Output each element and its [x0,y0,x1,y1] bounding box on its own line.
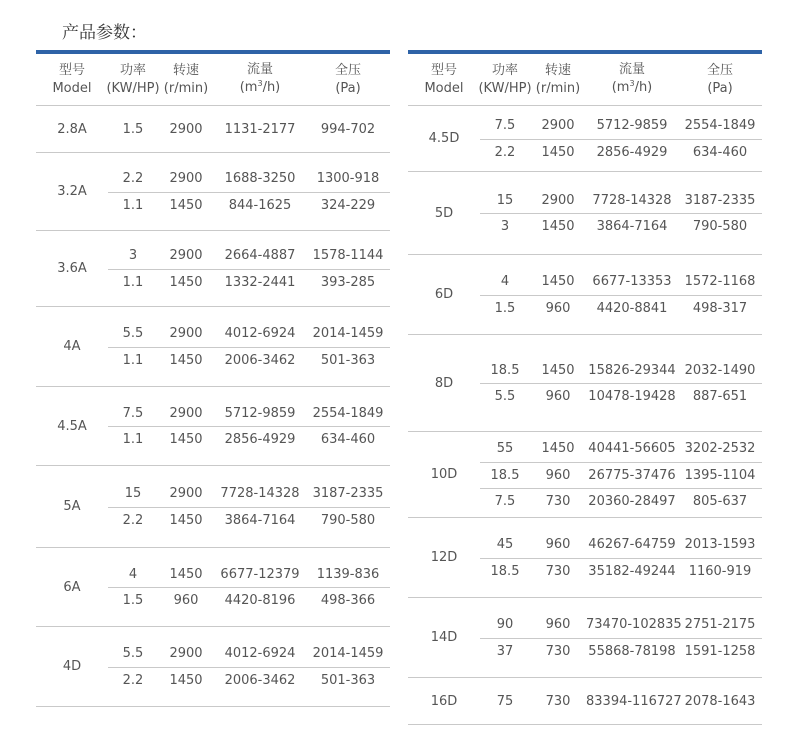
group-rows [480,678,762,724]
flow-cell: 73470-102835 [586,617,682,632]
pressure-cell: 324-229 [320,197,376,213]
speed-cell: 2900 [169,405,203,421]
table-row [480,113,762,139]
header-pressure: 全压 (Pa) [706,62,733,96]
table-row [480,488,762,514]
table-row [480,688,762,714]
power-cell: 1.1 [122,352,144,368]
power-cell: 7.5 [122,405,144,421]
pressure-cell: 2751-2175 [684,617,756,632]
power-cell: 18.5 [490,467,520,483]
speed-cell: 1450 [169,352,203,368]
header-model: 型号 Model [424,62,464,96]
model-cell: 2.8A [57,121,87,137]
pressure-cell: 887-651 [692,389,748,404]
flow-cell: 35182-49244 [588,563,676,579]
header-power: 功率 (KW/HP) [478,62,532,96]
speed-cell: 2900 [169,486,203,501]
group-rows [480,255,762,334]
model-group [408,106,762,172]
model-cell: 4A [63,339,81,354]
flow-cell: 55868-78198 [588,643,676,659]
table-row [480,383,762,409]
header-speed: 转速 (r/min) [535,62,581,96]
power-cell: 2.2 [122,171,144,186]
flow-cell: 2664-4887 [224,248,296,263]
group-rows [108,627,390,706]
speed-cell: 1450 [169,672,203,688]
header-flow: 流量 $(m^3/h)$ [611,62,653,95]
model-group [36,627,390,707]
power-cell: 15 [124,486,142,501]
model-cell: 8D [434,375,454,391]
flow-cell: 2006-3462 [224,352,296,368]
group-rows [108,548,390,626]
group-rows [480,172,762,254]
group-rows [480,106,762,171]
table-row [480,295,762,321]
pressure-cell: 1591-1258 [684,643,756,659]
model-group [36,231,390,307]
power-cell: 2.2 [122,672,144,688]
group-rows [108,307,390,386]
speed-cell: 1450 [541,219,575,234]
table-row [108,166,390,192]
header-speed: 转速 (r/min) [163,62,209,96]
power-cell: 3 [128,248,138,263]
model-cell: 14D [430,630,458,645]
model-cell: 5D [434,205,454,221]
speed-cell: 1450 [169,432,203,447]
model-cell: 3.6A [57,261,87,276]
power-cell: 5.5 [494,389,516,404]
model-group [36,153,390,231]
table-row [108,400,390,426]
pressure-cell: 634-460 [320,432,376,447]
table-row [480,436,762,462]
speed-cell: 730 [545,493,571,509]
speed-cell: 1450 [541,144,575,160]
flow-cell: 15826-29344 [588,362,676,378]
flow-cell: 7728-14328 [592,192,672,208]
pressure-cell: 1572-1168 [684,274,756,289]
flow-cell: 1131-2177 [224,121,296,137]
power-cell: 5.5 [122,646,144,661]
flow-cell: 83394-116727 [586,693,682,709]
page-title: 产品参数： [62,23,147,43]
model-cell: 4D [62,659,82,674]
power-cell: 18.5 [490,362,520,378]
power-cell: 1.1 [122,274,144,290]
model-group [36,106,390,153]
pressure-cell: 3187-2335 [312,486,384,501]
model-cell: 12D [430,550,458,565]
group-rows [108,153,390,230]
model-group [408,598,762,678]
model-group [36,548,390,627]
flow-cell: 1332-2441 [224,274,296,290]
header-model: 型号 Model [52,62,92,96]
pressure-cell: 1578-1144 [312,248,384,263]
table-row [108,192,390,218]
pressure-cell: 501-363 [320,672,376,688]
pressure-cell: 790-580 [320,512,376,528]
table-row [480,139,762,165]
pressure-cell: 2078-1643 [684,693,756,709]
table-row [108,587,390,613]
speed-cell: 960 [545,467,571,483]
table-row [480,357,762,383]
flow-cell: 5712-9859 [596,118,668,133]
model-cell: 5A [63,499,81,514]
header-power: 功率 (KW/HP) [106,62,160,96]
table-body [36,106,390,707]
speed-cell: 1450 [541,362,575,378]
flow-cell: 3864-7164 [224,512,296,528]
pressure-cell: 2013-1593 [684,537,756,552]
flow-cell: 6677-13353 [592,274,672,289]
pressure-cell: 498-366 [320,593,376,608]
flow-cell: 4420-8196 [224,593,296,608]
table-row [480,269,762,295]
model-cell: 6D [434,287,454,302]
pressure-cell: 2014-1459 [312,646,384,661]
pressure-cell: 634-460 [692,144,748,160]
table-row [108,243,390,269]
model-cell: 6A [63,579,81,595]
flow-cell: 4420-8841 [596,300,668,316]
spec-table-right [408,50,762,725]
power-cell: 75 [496,693,514,709]
speed-cell: 2900 [169,646,203,661]
model-cell: 10D [430,467,458,482]
flow-cell: 4012-6924 [224,646,296,661]
speed-cell: 2900 [169,326,203,341]
model-group [408,255,762,335]
table-row [480,187,762,213]
model-cell: 3.2A [57,184,87,199]
model-cell: 16D [430,693,458,709]
flow-cell: 46267-64759 [588,537,676,552]
table-body [408,106,762,725]
model-group [408,518,762,598]
table-row [480,462,762,488]
group-rows [480,598,762,677]
power-cell: 7.5 [494,493,516,509]
speed-cell: 960 [545,537,571,552]
speed-cell: 960 [545,389,571,404]
model-cell: 4.5D [428,131,460,146]
table-row [480,558,762,584]
power-cell: 90 [496,617,514,632]
flow-cell: 2856-4929 [596,144,668,160]
power-cell: 55 [496,441,514,456]
speed-cell: 2900 [169,121,203,137]
speed-cell: 2900 [541,192,575,208]
power-cell: 1.5 [122,121,144,137]
table-row [108,269,390,295]
table-row [108,321,390,347]
speed-cell: 2900 [541,118,575,133]
power-cell: 2.2 [494,144,516,160]
group-rows [480,335,762,431]
speed-cell: 1450 [169,274,203,290]
pressure-cell: 3202-2532 [684,441,756,456]
power-cell: 1.1 [122,197,144,213]
pressure-cell: 2554-1849 [684,118,756,133]
power-cell: 1.5 [122,593,144,608]
power-cell: 7.5 [494,118,516,133]
table-row [108,347,390,373]
model-group [36,307,390,387]
model-group [408,432,762,518]
table-header [408,54,762,106]
table-row [108,116,390,142]
table-row [480,213,762,239]
model-group [408,335,762,432]
flow-cell: 10478-19428 [588,389,676,404]
group-rows [108,387,390,465]
speed-cell: 730 [545,693,571,709]
table-row [108,426,390,452]
flow-cell: 3864-7164 [596,219,668,234]
group-rows [108,106,390,152]
flow-cell: 26775-37476 [588,467,676,483]
flow-cell: 4012-6924 [224,326,296,341]
pressure-cell: 393-285 [320,274,376,290]
power-cell: 4 [500,274,510,289]
pressure-cell: 1300-918 [316,171,380,186]
speed-cell: 730 [545,643,571,659]
power-cell: 2.2 [122,512,144,528]
pressure-cell: 1160-919 [688,563,752,579]
table-row [108,667,390,693]
speed-cell: 2900 [169,171,203,186]
speed-cell: 1450 [541,274,575,289]
power-cell: 15 [496,192,514,208]
table-row [480,532,762,558]
power-cell: 45 [496,537,514,552]
table-row [108,561,390,587]
table-row [480,638,762,664]
model-group [36,387,390,466]
model-group [408,678,762,725]
pressure-cell: 805-637 [692,493,748,509]
table-row [108,507,390,533]
speed-cell: 960 [545,300,571,316]
flow-cell: 20360-28497 [588,493,676,509]
group-rows [480,518,762,597]
model-cell: 4.5A [57,418,87,434]
model-group [408,172,762,255]
flow-cell: 5712-9859 [224,405,296,421]
pressure-cell: 1139-836 [316,566,380,582]
flow-cell: 6677-12379 [220,566,300,582]
speed-cell: 1450 [169,512,203,528]
power-cell: 1.5 [494,300,516,316]
flow-cell: 2856-4929 [224,432,296,447]
power-cell: 4 [128,566,138,582]
flow-cell: 7728-14328 [220,486,300,501]
pressure-cell: 790-580 [692,219,748,234]
speed-cell: 1450 [541,441,575,456]
pressure-cell: 498-317 [692,300,748,316]
speed-cell: 730 [545,563,571,579]
flow-cell: 40441-56605 [588,441,676,456]
header-flow: 流量 $(m^3/h)$ [239,62,281,95]
power-cell: 37 [496,643,514,659]
pressure-cell: 2032-1490 [684,362,756,378]
group-rows [480,432,762,517]
pressure-cell: 994-702 [320,121,376,137]
pressure-cell: 3187-2335 [684,192,756,208]
pressure-cell: 2014-1459 [312,326,384,341]
speed-cell: 2900 [169,248,203,263]
pressure-cell: 2554-1849 [312,405,384,421]
power-cell: 1.1 [122,432,144,447]
power-cell: 5.5 [122,326,144,341]
table-row [108,481,390,507]
power-cell: 18.5 [490,563,520,579]
flow-cell: 844-1625 [228,197,292,213]
group-rows [108,466,390,547]
table-row [108,641,390,667]
group-rows [108,231,390,306]
table-header [36,54,390,106]
pressure-cell: 501-363 [320,352,376,368]
spec-table-left [36,50,390,707]
flow-cell: 2006-3462 [224,672,296,688]
speed-cell: 960 [173,593,199,608]
speed-cell: 960 [545,617,571,632]
speed-cell: 1450 [169,197,203,213]
header-pressure: 全压 (Pa) [334,62,361,96]
power-cell: 3 [500,219,510,234]
table-row [480,612,762,638]
flow-cell: 1688-3250 [224,171,296,186]
speed-cell: 1450 [169,566,203,582]
model-group [36,466,390,548]
pressure-cell: 1395-1104 [684,467,756,483]
